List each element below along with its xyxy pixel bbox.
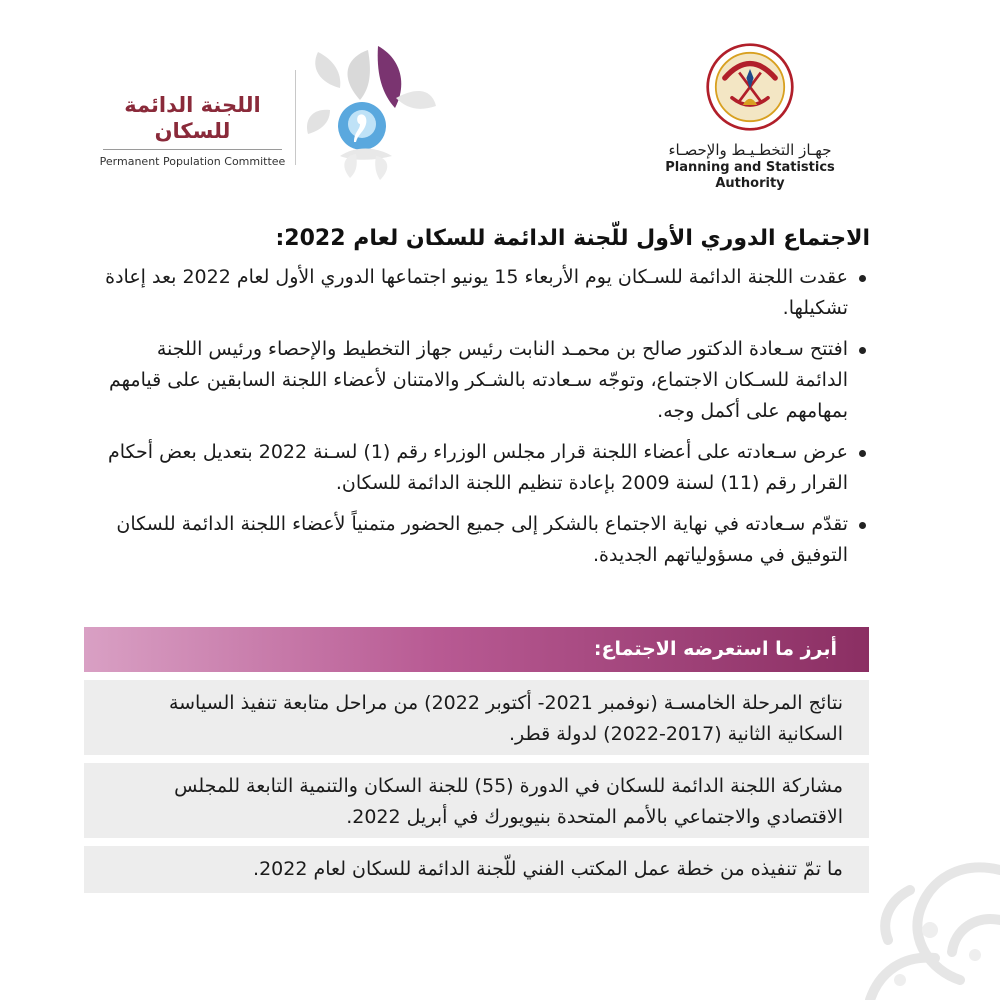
ppc-underline bbox=[103, 149, 282, 150]
ppc-name-ar: اللجنة الدائمة للسكان bbox=[124, 93, 261, 143]
highlight-item: مشاركة اللجنة الدائمة للسكان في الدورة (55) للجنة السكان والتنمية التابعة للمجلس الاقتصادي والاجتماعي بالأمم المتحدة بنيويورك في أبريل 2022. bbox=[84, 763, 869, 838]
highlight-item: ما تمّ تنفيذه من خطة عمل المكتب الفني للّجنة الدائمة للسكان لعام 2022. bbox=[84, 846, 869, 893]
page-header bbox=[0, 0, 1000, 215]
meeting-summary bbox=[100, 222, 870, 581]
summary-list bbox=[100, 262, 870, 571]
highlight-item: نتائج المرحلة الخامسـة (نوفمبر 2021- أكتوبر 2022) من مراحل متابعة تنفيذ السياسة السكانية الثانية (2017-2022) لدولة قطر. bbox=[84, 680, 869, 755]
arabesque-decoration-icon bbox=[810, 830, 1000, 1000]
psa-name-en: Planning and Statistics Authority bbox=[665, 160, 835, 191]
qatar-emblem-icon bbox=[705, 42, 795, 132]
list-item: افتتح سـعادة الدكتور صالح بن محمـد النابت رئيس جهاز التخطيط والإحصاء ورئيس اللجنة الدائمة للسـكان الاجتماع، وتوجّه سـعادته بالشـكر والامتنان لأعضاء اللجنة السابقين على قيامهم بمهامهم على أكمل وجه. bbox=[100, 334, 870, 427]
list-item: عقدت اللجنة الدائمة للسـكان يوم الأربعاء 15 يونيو اجتماعها الدوري الأول لعام 2022 بعد إعادة تشكيلها. bbox=[100, 262, 870, 324]
flower-logo-icon bbox=[300, 38, 440, 198]
list-item: تقدّم سـعادته في نهاية الاجتماع بالشكر إلى جميع الحضور متمنياً لأعضاء اللجنة الدائمة للسكان التوفيق في مسؤولياتهم الجديدة. bbox=[100, 509, 870, 571]
highlights-heading: أبرز ما استعرضه الاجتماع: bbox=[84, 627, 869, 672]
ppc-logo-text bbox=[95, 92, 290, 169]
psa-logo bbox=[650, 42, 850, 192]
list-item: عرض سـعادته على أعضاء اللجنة قرار مجلس الوزراء رقم (1) لسـنة 2022 بتعديل بعض أحكام القرار رقم (11) لسنة 2009 بإعادة تنظيم اللجنة الدائمة للسكان. bbox=[100, 437, 870, 499]
page-title: الاجتماع الدوري الأول للّجنة الدائمة للسكان لعام 2022: bbox=[275, 226, 870, 251]
logo-divider bbox=[295, 70, 296, 165]
ppc-name-en: Permanent Population Committee bbox=[99, 155, 286, 168]
psa-name-ar: جهـاز التخطـيـط والإحصـاء bbox=[668, 141, 832, 159]
